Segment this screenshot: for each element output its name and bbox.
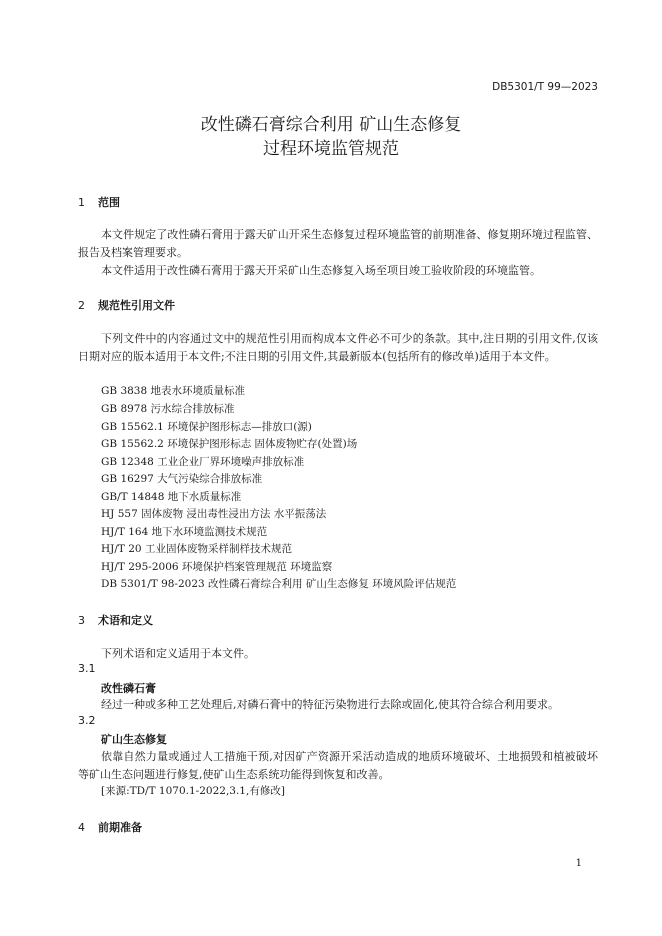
standard-number: DB5301/T 99—2023 [492,81,598,93]
term-3-1-name: 改性磷石膏 [101,682,156,695]
section-4-heading [78,819,142,835]
section-3-intro: 下列术语和定义适用于本文件。 [101,647,255,660]
reference-item: HJ/T 295-2006 环境保护档案管理规范 环境监察 [101,561,333,573]
term-3-1-definition: 经过一种或多种工艺处理后,对磷石膏中的特征污染物进行去除或固化,使其符合综合利用要求。 [101,698,559,711]
reference-item: GB 15562.1 环境保护图形标志—排放口(源) [101,421,312,433]
page-number: 1 [575,858,582,869]
section-2-intro: 下列文件中的内容通过文中的规范性引用而构成本文件必不可少的条款。其中,注日期的引用文件,仅该日期对应的版本适用于本文件;不注日期的引用文件,其最新版本(包括所有的修改单)适用于本文件。 [78,332,598,363]
reference-item: DB 5301/T 98-2023 改性磷石膏综合利用 矿山生态修复 环境风险评估规范 [101,578,457,590]
term-3-1-number: 3.1 [78,662,96,675]
reference-item: HJ/T 164 地下水环境监测技术规范 [101,526,268,538]
document-title-line1: 改性磷石膏综合利用 矿山生态修复 [200,115,462,135]
term-3-2-number: 3.2 [78,714,96,727]
section-1-title: 范围 [98,196,120,209]
reference-item: GB 16297 大气污染综合排放标准 [101,473,263,485]
term-3-2-source: [来源:TD/T 1070.1-2022,3.1,有修改] [101,785,285,797]
section-2-title: 规范性引用文件 [98,299,175,312]
reference-item: GB 12348 工业企业厂界环境噪声排放标准 [101,456,305,468]
term-3-2-name: 矿山生态修复 [101,733,167,746]
section-1-heading [78,194,120,210]
reference-item: GB 15562.2 环境保护图形标志 固体废物贮存(处置)场 [101,438,358,450]
section-3-title: 术语和定义 [98,614,153,627]
document-title-line2: 过程环境监管规范 [263,139,399,159]
reference-item: GB/T 14848 地下水质量标准 [101,491,242,503]
section-1-paragraph-2: 本文件适用于改性磷石膏用于露天开采矿山生态修复入场至项目竣工验收阶段的环境监管。 [101,264,541,277]
section-3-number: 3 [78,614,85,627]
section-1-number: 1 [78,196,85,209]
section-2-number: 2 [78,299,85,312]
section-4-number: 4 [78,821,85,834]
section-3-heading [78,612,153,628]
section-4-title: 前期准备 [98,821,142,834]
section-1-paragraph-1: 本文件规定了改性磷石膏用于露天矿山开采生态修复过程环境监管的前期准备、修复期环境过程监管、报告及档案管理要求。 [78,228,598,259]
term-3-2-definition: 依靠自然力量或通过人工措施干预,对因矿产资源开采活动造成的地质环境破坏、土地损毁和植被破坏等矿山生态问题进行修复,使矿山生态系统功能得到恢复和改善。 [78,750,598,781]
section-2-heading [78,297,175,313]
reference-item: GB 3838 地表水环境质量标准 [101,385,246,397]
reference-item: HJ 557 固体废物 浸出毒性浸出方法 水平振荡法 [101,508,327,520]
reference-item: GB 8978 污水综合排放标准 [101,403,235,415]
reference-item: HJ/T 20 工业固体废物采样制样技术规范 [101,543,292,555]
